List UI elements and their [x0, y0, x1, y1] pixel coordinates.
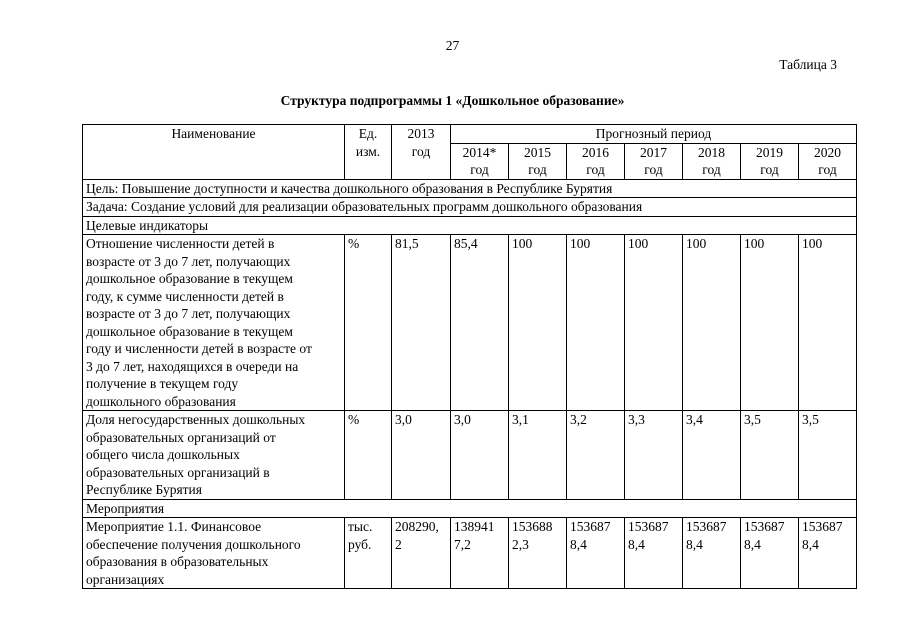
- page-number: 27: [445, 38, 460, 53]
- indicator-value: 100: [567, 235, 625, 411]
- indicator-value: 3,5: [799, 411, 857, 500]
- header-year-label: 2014*: [462, 144, 497, 160]
- header-row-2: [83, 143, 857, 179]
- indicators-label-row: [83, 216, 857, 235]
- document-title: Структура подпрограммы 1 «Дошкольное образование»: [280, 93, 625, 108]
- header-year-2015: [509, 143, 567, 179]
- task-text: Задача: Создание условий для реализации образовательных программ дошкольного образования: [83, 198, 857, 217]
- activities-label: Мероприятия: [83, 499, 857, 518]
- header-year-2018: [683, 143, 741, 179]
- header-year-label: 2015: [524, 144, 551, 160]
- indicator-unit: %: [345, 411, 392, 500]
- indicator-value: 3,5: [741, 411, 799, 500]
- indicator-value: 100: [741, 235, 799, 411]
- goal-text-row: [83, 179, 857, 198]
- structure-table: [82, 124, 857, 589]
- activity-value: 153687 8,4: [799, 518, 857, 589]
- header-year-sub: год: [470, 162, 489, 177]
- activity-value: 153687 8,4: [625, 518, 683, 589]
- header-row-1: [83, 125, 857, 144]
- indicator-value: 100: [799, 235, 857, 411]
- header-year-2017: [625, 143, 683, 179]
- indicator-value: 100: [683, 235, 741, 411]
- table-row: [83, 518, 857, 589]
- indicator-name: Отношение численности детей в возрасте от 3 до 7 лет, получающих дошкольное образование в текущем году, к сумме численности детей в возрасте от 3 до 7 лет, получающих дошкольное образование в текущем году и численности детей в возрасте от 3 до 7 лет, находящихся в очереди на получение в текущем году дошкольного образования: [83, 235, 345, 411]
- header-unit-top: Ед.: [345, 125, 392, 144]
- activity-value: 153687 8,4: [567, 518, 625, 589]
- header-year-2019: [741, 143, 799, 179]
- table-label: Таблица 3: [779, 57, 837, 72]
- indicator-value: 3,3: [625, 411, 683, 500]
- header-year-label: 2020: [814, 144, 842, 160]
- header-year-label: 2019: [756, 144, 783, 160]
- activity-value: 208290, 2: [392, 518, 451, 589]
- header-name: Наименование: [83, 125, 345, 144]
- header-year-sub: год: [528, 162, 547, 177]
- header-base-year-sub: год: [392, 143, 451, 179]
- header-year-sub: год: [818, 162, 837, 177]
- header-year-sub: год: [644, 162, 663, 177]
- indicator-value: 3,1: [509, 411, 567, 500]
- header-forecast: Прогнозный период: [451, 125, 857, 144]
- header-year-2014: [451, 143, 509, 179]
- header-year-sub: год: [760, 162, 779, 177]
- activity-unit: тыс. руб.: [345, 518, 392, 589]
- indicator-unit: %: [345, 235, 392, 411]
- header-name-cont: [83, 143, 345, 179]
- indicator-value: 3,4: [683, 411, 741, 500]
- indicator-value: 81,5: [392, 235, 451, 411]
- activity-value: 138941 7,2: [451, 518, 509, 589]
- header-year-sub: год: [586, 162, 605, 177]
- activity-name: Мероприятие 1.1. Финансовое обеспечение получения дошкольного образования в образовательных организациях: [83, 518, 345, 589]
- indicator-value: 100: [625, 235, 683, 411]
- indicators-label: Целевые индикаторы: [83, 216, 857, 235]
- activity-value: 153687 8,4: [683, 518, 741, 589]
- indicator-value: 100: [509, 235, 567, 411]
- header-year-label: 2017: [640, 144, 667, 160]
- activities-label-row: [83, 499, 857, 518]
- header-year-2020: [799, 143, 857, 179]
- indicator-value: 3,0: [392, 411, 451, 500]
- header-year-label: 2018: [698, 144, 725, 160]
- indicator-value: 3,2: [567, 411, 625, 500]
- indicator-value: 3,0: [451, 411, 509, 500]
- table-row: [83, 411, 857, 500]
- header-year-2016: [567, 143, 625, 179]
- indicator-name: Доля негосударственных дошкольных образовательных организаций от общего числа дошкольных образовательных организаций в Республике Бурятия: [83, 411, 345, 500]
- header-base-year: 2013: [392, 125, 451, 144]
- table-row: [83, 235, 857, 411]
- activity-value: 153687 8,4: [741, 518, 799, 589]
- header-year-label: 2016: [582, 144, 609, 160]
- activity-value: 153688 2,3: [509, 518, 567, 589]
- header-year-sub: год: [702, 162, 721, 177]
- indicator-value: 85,4: [451, 235, 509, 411]
- goal-text: Цель: Повышение доступности и качества дошкольного образования в Республике Бурятия: [83, 179, 857, 198]
- task-text-row: [83, 198, 857, 217]
- header-unit-bottom: изм.: [345, 143, 392, 179]
